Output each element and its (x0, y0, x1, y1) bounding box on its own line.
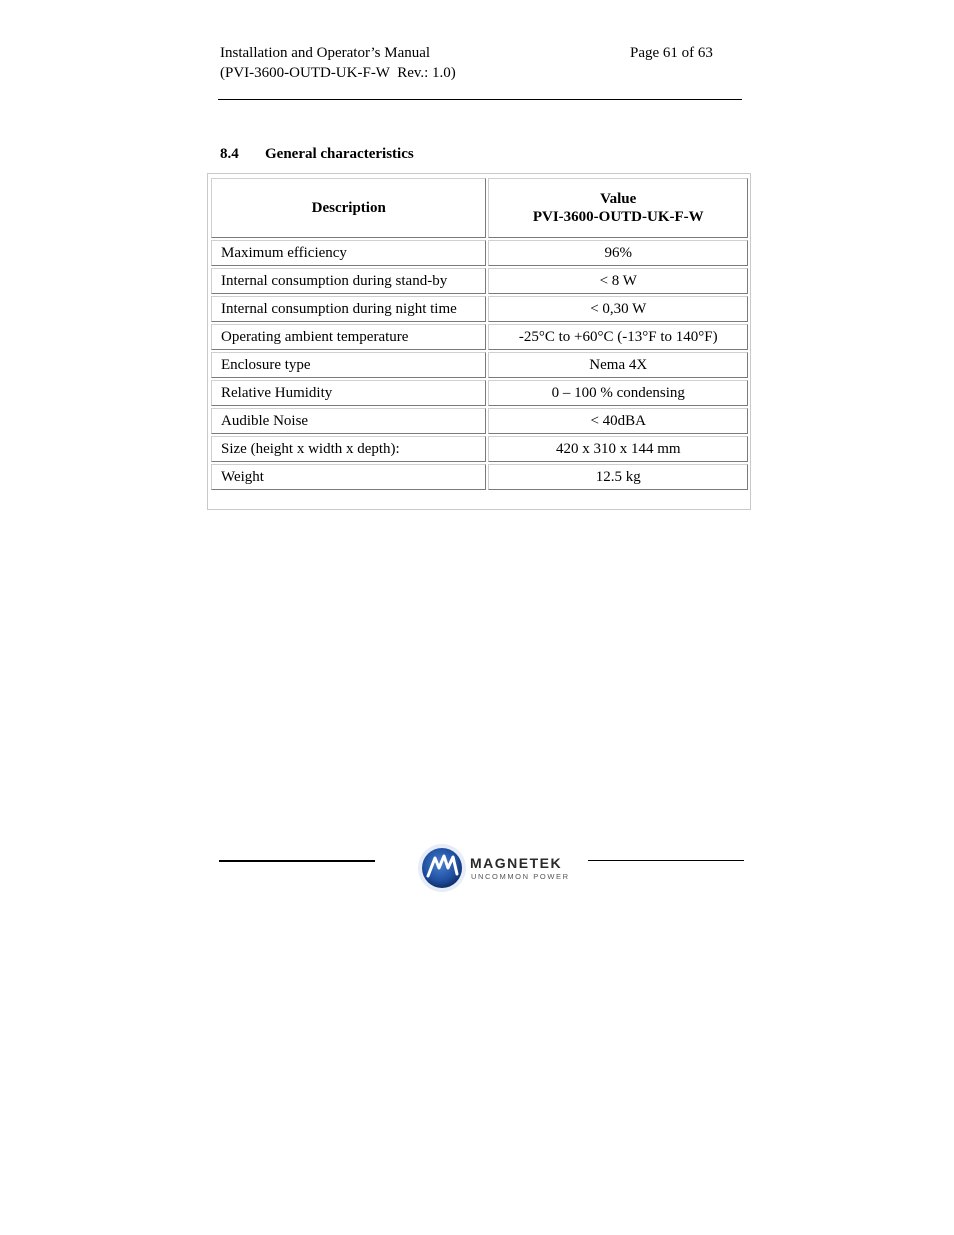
section-title: General characteristics (265, 146, 414, 162)
table-row (211, 240, 748, 266)
header-value-line1: Value (600, 191, 637, 207)
row-description: Relative Humidity (211, 380, 486, 406)
row-description: Internal consumption during stand-by (211, 268, 486, 294)
header-value-line2: PVI-3600-OUTD-UK-F-W (532, 209, 704, 225)
table-row (211, 380, 748, 406)
table-row (211, 324, 748, 350)
row-value: 12.5 kg (488, 464, 748, 490)
table-row (211, 268, 748, 294)
row-value: -25°C to +60°C (-13°F to 140°F) (488, 324, 748, 350)
row-description: Size (height x width x depth): (211, 436, 486, 462)
row-description: Operating ambient temperature (211, 324, 486, 350)
header-value (488, 178, 748, 238)
row-description: Audible Noise (211, 408, 486, 434)
characteristics-table-frame (207, 173, 751, 510)
section-heading (220, 146, 414, 163)
row-description: Maximum efficiency (211, 240, 486, 266)
row-value: < 8 W (488, 268, 748, 294)
row-description: Weight (211, 464, 486, 490)
section-number: 8.4 (220, 146, 239, 162)
characteristics-table (209, 176, 750, 492)
table-row (211, 408, 748, 434)
header-divider (218, 99, 742, 100)
row-value: 96% (488, 240, 748, 266)
table-row (211, 436, 748, 462)
brand-tagline: UNCOMMON POWER (471, 872, 570, 881)
table-header-row (211, 178, 748, 238)
row-value: < 0,30 W (488, 296, 748, 322)
magnetek-globe-icon (416, 842, 468, 894)
table-row (211, 464, 748, 490)
magnetek-logo (416, 842, 586, 894)
row-description: Internal consumption during night time (211, 296, 486, 322)
footer-divider-right (588, 860, 744, 861)
manual-title (220, 43, 456, 83)
row-value: 420 x 310 x 144 mm (488, 436, 748, 462)
row-value: 0 – 100 % condensing (488, 380, 748, 406)
table-row (211, 296, 748, 322)
table-row (211, 352, 748, 378)
manual-title-line2: (PVI-3600-OUTD-UK-F-W Rev.: 1.0) (220, 65, 456, 81)
header-description: Description (211, 178, 486, 238)
page-number: Page 61 of 63 (630, 45, 713, 61)
row-value: Nema 4X (488, 352, 748, 378)
manual-title-line1: Installation and Operator’s Manual (220, 45, 431, 61)
row-description: Enclosure type (211, 352, 486, 378)
row-value: < 40dBA (488, 408, 748, 434)
footer-divider-left (219, 860, 375, 862)
brand-name: MAGNETEK (470, 855, 563, 871)
